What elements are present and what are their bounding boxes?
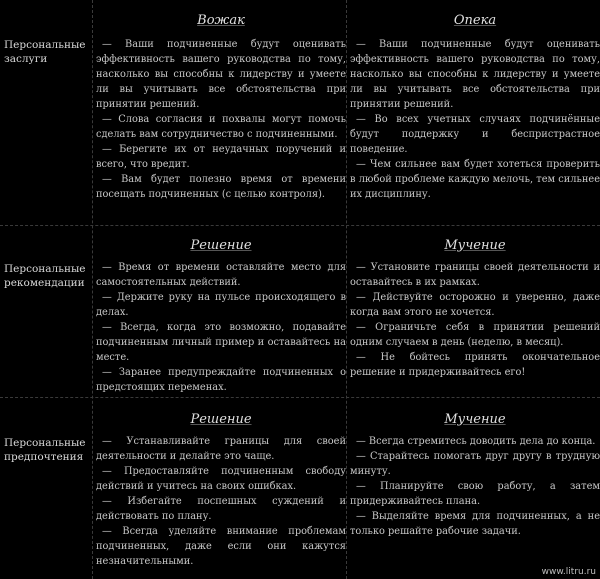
row2-label: Персональные рекомендации xyxy=(4,263,86,289)
row2-right-item-1: — Установите границы своей деятельности и оставайтесь в их рамках. xyxy=(350,262,600,288)
row3-left-item-3: — Избегайте поспешных суждений и действовать по плану. xyxy=(96,496,346,522)
row1-left-item-3: — Берегите их от неудачных поручений и всего, что вредит. xyxy=(96,144,346,170)
row2-left-header: Решение xyxy=(190,238,252,253)
row1-left-column xyxy=(96,37,346,202)
row1-right-item-1: — Ваши подчиненные будут оценивать эффективность вашего руководства по тому, насколько вы способны к лидерству и умеете ли вы учитывать все обстоятельства при принятии решений. xyxy=(350,39,600,110)
row3-right-header: Мучение xyxy=(444,412,506,427)
row1-right-header: Опека xyxy=(453,13,497,28)
watermark: www.litru.ru xyxy=(541,567,596,577)
column-divider-2 xyxy=(346,0,347,579)
row3-left-item-4: — Всегда уделяйте внимание проблемам подчиненных, даже если они кажутся незначительными. xyxy=(96,526,346,567)
row2-right-column xyxy=(350,260,600,380)
row3-right-item-2: — Старайтесь помогать друг другу в трудную минуту. xyxy=(350,451,600,477)
row-divider-2 xyxy=(0,397,600,398)
row2-left-item-4: — Заранее предупреждайте подчиненных о предстоящих переменах. xyxy=(96,367,346,393)
row2-left-item-3: — Всегда, когда это возможно, подавайте подчиненным личный пример и оставайтесь на месте. xyxy=(96,322,346,363)
row2-right-header: Мучение xyxy=(444,238,506,253)
row1-left-item-1: — Ваши подчиненные будут оценивать эффективность вашего руководства по тому, насколько вы способны к лидерству и умеете ли вы учитывать все обстоятельства при принятии решений. xyxy=(96,39,346,110)
row3-right-item-4: — Выделяйте время для подчиненных, а не только решайте рабочие задачи. xyxy=(350,511,600,537)
row1-left-header: Вожак xyxy=(197,13,245,28)
row3-left-column xyxy=(96,434,346,569)
row2-right-item-2: — Действуйте осторожно и уверенно, даже когда вам этого не хочется. xyxy=(350,292,600,318)
row2-right-item-4: — Не бойтесь принять окончательное решение и придерживайтесь его! xyxy=(350,352,600,378)
row3-left-item-2: — Предоставляйте подчиненным свободу действий и учитесь на своих ошибках. xyxy=(96,466,346,492)
row3-label: Персональные предпочтения xyxy=(4,437,86,463)
row-divider-1 xyxy=(0,225,600,226)
row1-right-item-3: — Чем сильнее вам будет хотеться проверить в любой проблеме каждую мелочь, тем сильнее их дисциплину. xyxy=(350,159,600,200)
row1-right-column xyxy=(350,37,600,202)
row1-left-item-4: — Вам будет полезно время от времени посещать подчиненных (с целью контроля). xyxy=(96,174,346,200)
row2-right-item-3: — Ограничьте себя в принятии решений одним случаем в день (неделю, в месяц). xyxy=(350,322,600,348)
column-divider-1 xyxy=(92,0,93,579)
row1-left-item-2: — Слова согласия и похвалы могут помочь сделать вам сотрудничество с подчиненными. xyxy=(96,114,346,140)
row3-right-item-3: — Планируйте свою работу, а затем придерживайтесь плана. xyxy=(350,481,600,507)
row2-left-item-2: — Держите руку на пульсе происходящего в делах. xyxy=(96,292,346,318)
row3-right-column xyxy=(350,434,600,539)
row2-left-column xyxy=(96,260,346,395)
row1-right-item-2: — Во всех учетных случаях подчинённые будут поддержку и беспристрастное поведение. xyxy=(350,114,600,155)
row3-right-item-1: — Всегда стремитесь доводить дела до конца. xyxy=(356,436,596,447)
row2-left-item-1: — Время от времени оставляйте место для самостоятельных действий. xyxy=(96,262,346,288)
row3-left-item-1: — Устанавливайте границы для своей деятельности и делайте это чаще. xyxy=(96,436,346,462)
row3-left-header: Решение xyxy=(190,412,252,427)
row1-label: Персональные заслуги xyxy=(4,39,86,65)
